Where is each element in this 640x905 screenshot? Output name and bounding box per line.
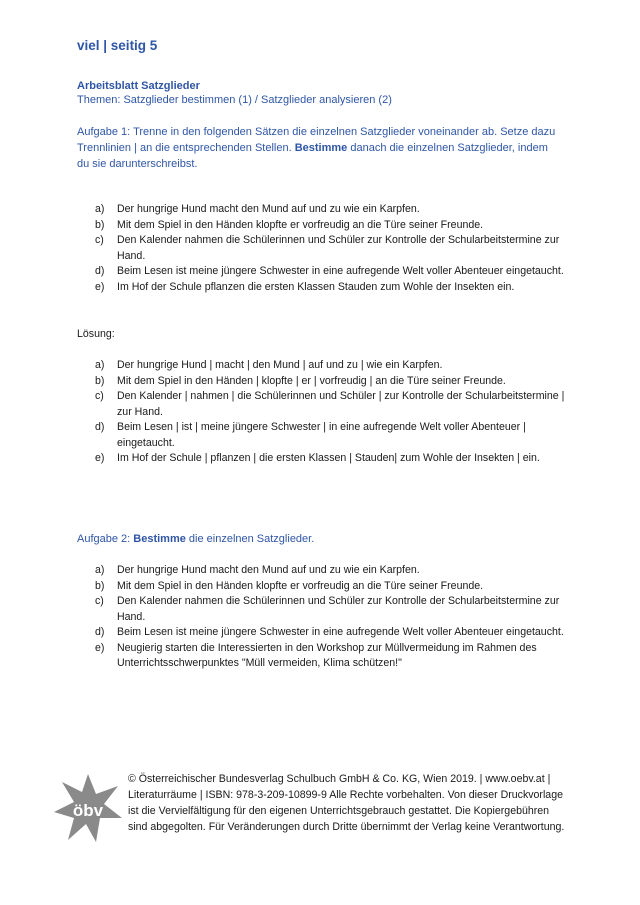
page-header: viel | seitig 5: [77, 38, 158, 53]
sentence-text: Neugierig starten die Interessierten in den Workshop zur Müllvermeidung im Rahmen des Unterrichtsschwerpunktes "Müll vermeiden, Klima schützen!": [117, 641, 537, 669]
sentence-text: Beim Lesen ist meine jüngere Schwester in eine aufregende Welt voller Abenteuer eingetaucht.: [117, 626, 564, 638]
list-item: [77, 202, 567, 218]
sentence-text: Der hungrige Hund macht den Mund auf und zu wie ein Karpfen.: [117, 564, 420, 576]
list-item: [77, 579, 567, 595]
sentence-text: Den Kalender nahmen die Schülerinnen und Schüler zur Kontrolle der Schularbeitstermine zur Hand.: [117, 595, 560, 623]
list-marker: e): [95, 452, 105, 464]
list-marker: d): [95, 265, 105, 277]
list-marker: a): [95, 564, 105, 576]
list-item: [77, 218, 567, 234]
sentence-text: Der hungrige Hund | macht | den Mund | auf und zu | wie ein Karpfen.: [117, 359, 443, 371]
list-marker: e): [95, 280, 105, 293]
worksheet-themes: Themen: Satzglieder bestimmen (1) / Satzglieder analysieren (2): [77, 94, 392, 106]
sentence-text: Beim Lesen | ist | meine jüngere Schwester | in eine aufregende Welt voller Abenteuer | eingetaucht.: [117, 421, 526, 449]
list-item: [77, 264, 567, 280]
solution-sentence-list: [77, 358, 567, 467]
sentence-text: Mit dem Spiel in den Händen | klopfte | er | vorfreudig | an die Türe seiner Freunde.: [117, 374, 506, 387]
task1-instructions: [77, 124, 557, 172]
list-item: [77, 594, 567, 625]
worksheet-title: Arbeitsblatt Satzglieder: [77, 80, 200, 92]
list-item: [77, 358, 567, 374]
task1-suffix: danach die einzelnen Satzglieder, indem du sie darunterschreibst.: [77, 142, 548, 170]
list-marker: d): [95, 626, 105, 638]
list-item: [77, 280, 567, 296]
sentence-text: Den Kalender | nahmen | die Schülerinnen und Schüler | zur Kontrolle der Schularbeitstermine | zur Hand.: [117, 390, 565, 418]
sentence-text: Im Hof der Schule | pflanzen | die ersten Klassen | Stauden| zum Wohle der Insekten | ein.: [117, 452, 540, 464]
list-marker: b): [95, 579, 105, 592]
copyright-notice: © Österreichischer Bundesverlag Schulbuch GmbH & Co. KG, Wien 2019. | www.oebv.at | Literaturräume | ISBN: 978-3-209-10899-9 Alle Rechte vorbehalten. Von dieser Druckvorlage ist die Vervielfältigung für den eigenen Unterrichtsgebrauch gestattet. Die Kopiergebühren sind abgegolten. Für Veränderungen durch Dritte übernimmt der Verlag keine Verantwortung.: [128, 773, 565, 833]
list-item: [77, 420, 567, 451]
task1-prefix: Aufgabe 1: Trenne in den folgenden Sätzen die einzelnen Satzglieder voneinander ab. Setze dazu Trennlinien | an die entsprechenden Stellen.: [77, 126, 556, 154]
task2-bold: Bestimme: [133, 533, 186, 545]
task2-prefix: Aufgabe 2:: [77, 533, 134, 545]
list-marker: c): [95, 595, 104, 607]
sentence-text: Mit dem Spiel in den Händen klopfte er vorfreudig an die Türe seiner Freunde.: [117, 579, 484, 592]
list-marker: a): [95, 359, 105, 371]
list-item: [77, 451, 567, 467]
oebv-logo: [52, 772, 124, 844]
sentence-text: Beim Lesen ist meine jüngere Schwester in eine aufregende Welt voller Abenteuer eingetaucht.: [117, 265, 564, 277]
list-item: [77, 374, 567, 390]
list-marker: b): [95, 374, 105, 387]
sentence-text: Der hungrige Hund macht den Mund auf und zu wie ein Karpfen.: [117, 203, 420, 215]
list-item: [77, 563, 567, 579]
list-marker: a): [95, 203, 105, 215]
task1-bold: Bestimme: [294, 142, 348, 154]
list-marker: b): [95, 218, 105, 231]
sentence-text: Im Hof der Schule pflanzen die ersten Klassen Stauden zum Wohle der Insekten ein.: [117, 280, 515, 293]
list-item: [77, 233, 567, 264]
sentence-text: Mit dem Spiel in den Händen klopfte er vorfreudig an die Türe seiner Freunde.: [117, 218, 484, 231]
task1-sentence-list: [77, 202, 567, 295]
list-marker: d): [95, 421, 105, 433]
solution-label: Lösung:: [77, 328, 115, 340]
list-marker: c): [95, 390, 104, 402]
list-marker: e): [95, 641, 105, 654]
list-item: [77, 625, 567, 641]
task2-suffix: die einzelnen Satzglieder.: [185, 533, 315, 545]
sentence-text: Den Kalender nahmen die Schülerinnen und Schüler zur Kontrolle der Schularbeitstermine zur Hand.: [117, 234, 560, 262]
task2-sentence-list: [77, 563, 567, 672]
task2-instructions: [77, 533, 314, 545]
logo-text: öbv: [72, 801, 104, 820]
list-marker: c): [95, 234, 104, 246]
list-item: [77, 389, 567, 420]
list-item: [77, 641, 567, 672]
